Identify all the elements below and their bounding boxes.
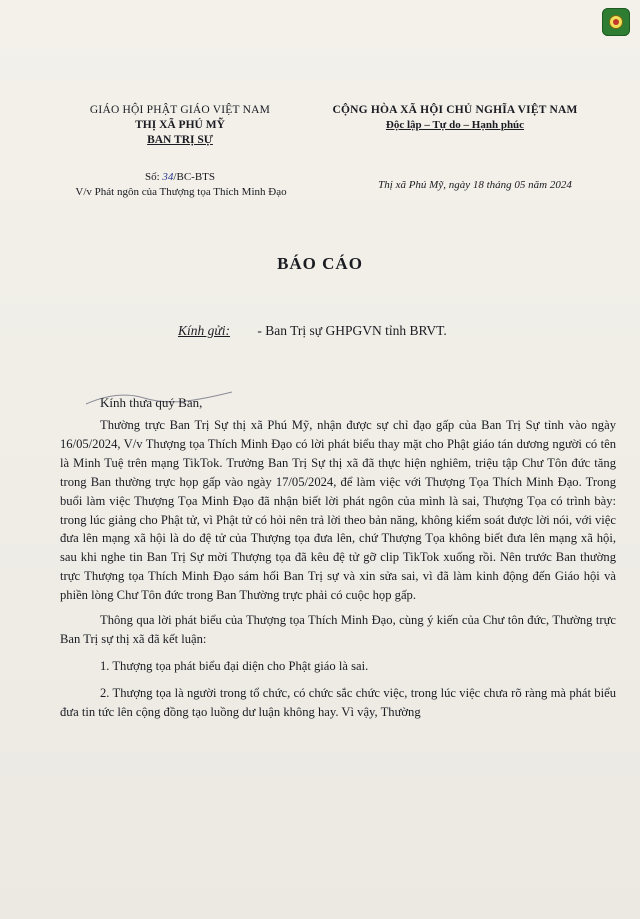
issuer-org: GIÁO HỘI PHẬT GIÁO VIỆT NAM — [89, 104, 271, 116]
conclusion-item: 1. Thượng tọa phát biểu đại diện cho Phật giáo là sai. — [100, 658, 369, 673]
body-paragraph: Thông qua lời phát biểu của Thượng tọa Thích Minh Đạo, cùng ý kiến của Chư tôn đức, Thường trực Ban Trị sự thị xã đã kết luận: — [60, 613, 616, 646]
document-body — [60, 416, 616, 722]
recipient-label: Kính gửi: — [178, 323, 230, 338]
issuer-town: THỊ XÃ PHÚ MỸ — [135, 119, 225, 131]
document-title: BÁO CÁO — [277, 254, 363, 273]
document-subject: V/v Phát ngôn của Thượng tọa Thích Minh Đạo — [75, 186, 287, 198]
document-date: Thị xã Phú Mỹ, ngày 18 tháng 05 năm 2024 — [378, 179, 572, 191]
number-handwritten: 34 — [162, 171, 174, 183]
recipient-name: - Ban Trị sự GHPGVN tỉnh BRVT. — [257, 323, 447, 338]
issuer-board: BAN TRỊ SỰ — [147, 134, 213, 146]
country-name: CỘNG HÒA XÃ HỘI CHỦ NGHĨA VIỆT NAM — [332, 104, 578, 116]
document-number — [40, 170, 320, 185]
recipient-line — [178, 322, 447, 340]
app-badge-icon — [602, 8, 630, 36]
header-right — [305, 103, 605, 133]
number-label: Số: — [144, 171, 160, 183]
national-motto: Độc lập – Tự do – Hạnh phúc — [385, 119, 525, 131]
header-left — [50, 103, 310, 148]
number-suffix: /BC-BTS — [173, 171, 215, 183]
conclusion-item: 2. Thượng tọa là người trong tổ chức, có chức sắc chức việc, trong lúc việc chưa rõ ràng mà phát biểu đưa tin tức lên cộng đồng tạo luồng dư luận không hay. Vì vậy, Thường — [60, 685, 616, 719]
body-paragraph: Thường trực Ban Trị Sự thị xã Phú Mỹ, nhận được sự chỉ đạo gấp của Ban Trị Sự tỉnh vào ngày 16/05/2024, V/v Thượng tọa Thích Minh Đạo có lời phát biểu thay mặt cho Phật giáo tán dương người có tên là Minh Tuệ trên mạng TikTok. Trưởng Ban Trị Sự thị xã đã thực hiện nghiêm, triệu tập Chư Tôn đức tăng trong Ban thường trực họp gấp vào ngày 17/05/2024, để làm việc với Thượng Tọa Thích Minh Đạo. Trong buổi làm việc Thượng Tọa Minh Đạo đã nhận biết lời phát ngôn của mình là sai, Thượng Tọa có trình bày: trong lúc giảng cho Phật tử, vì Phật tử có hỏi nên trả lời theo bản năng, không kiểm soát được lời nói, với việc đưa lên mạng xã hội là do đệ tử của Thượng tọa đưa lên, chứ Thượng Tọa không biết đưa lên mạng xã hội, sau khi nghe tin Ban Trị Sự mời Thượng tọa đã kêu đệ tử gỡ clip TikTok xuống rồi. Nên trước Ban thường trực Thượng tọa Thích Minh Đạo sám hối Ban Trị sự và xin sửa sai, vì đã làm kinh động đến Giáo hội và phiền lòng Chư Tôn đức trong Ban Thường trực phải có cuộc họp gấp. — [60, 418, 616, 603]
greeting: Kính thưa quý Ban, — [100, 395, 203, 410]
